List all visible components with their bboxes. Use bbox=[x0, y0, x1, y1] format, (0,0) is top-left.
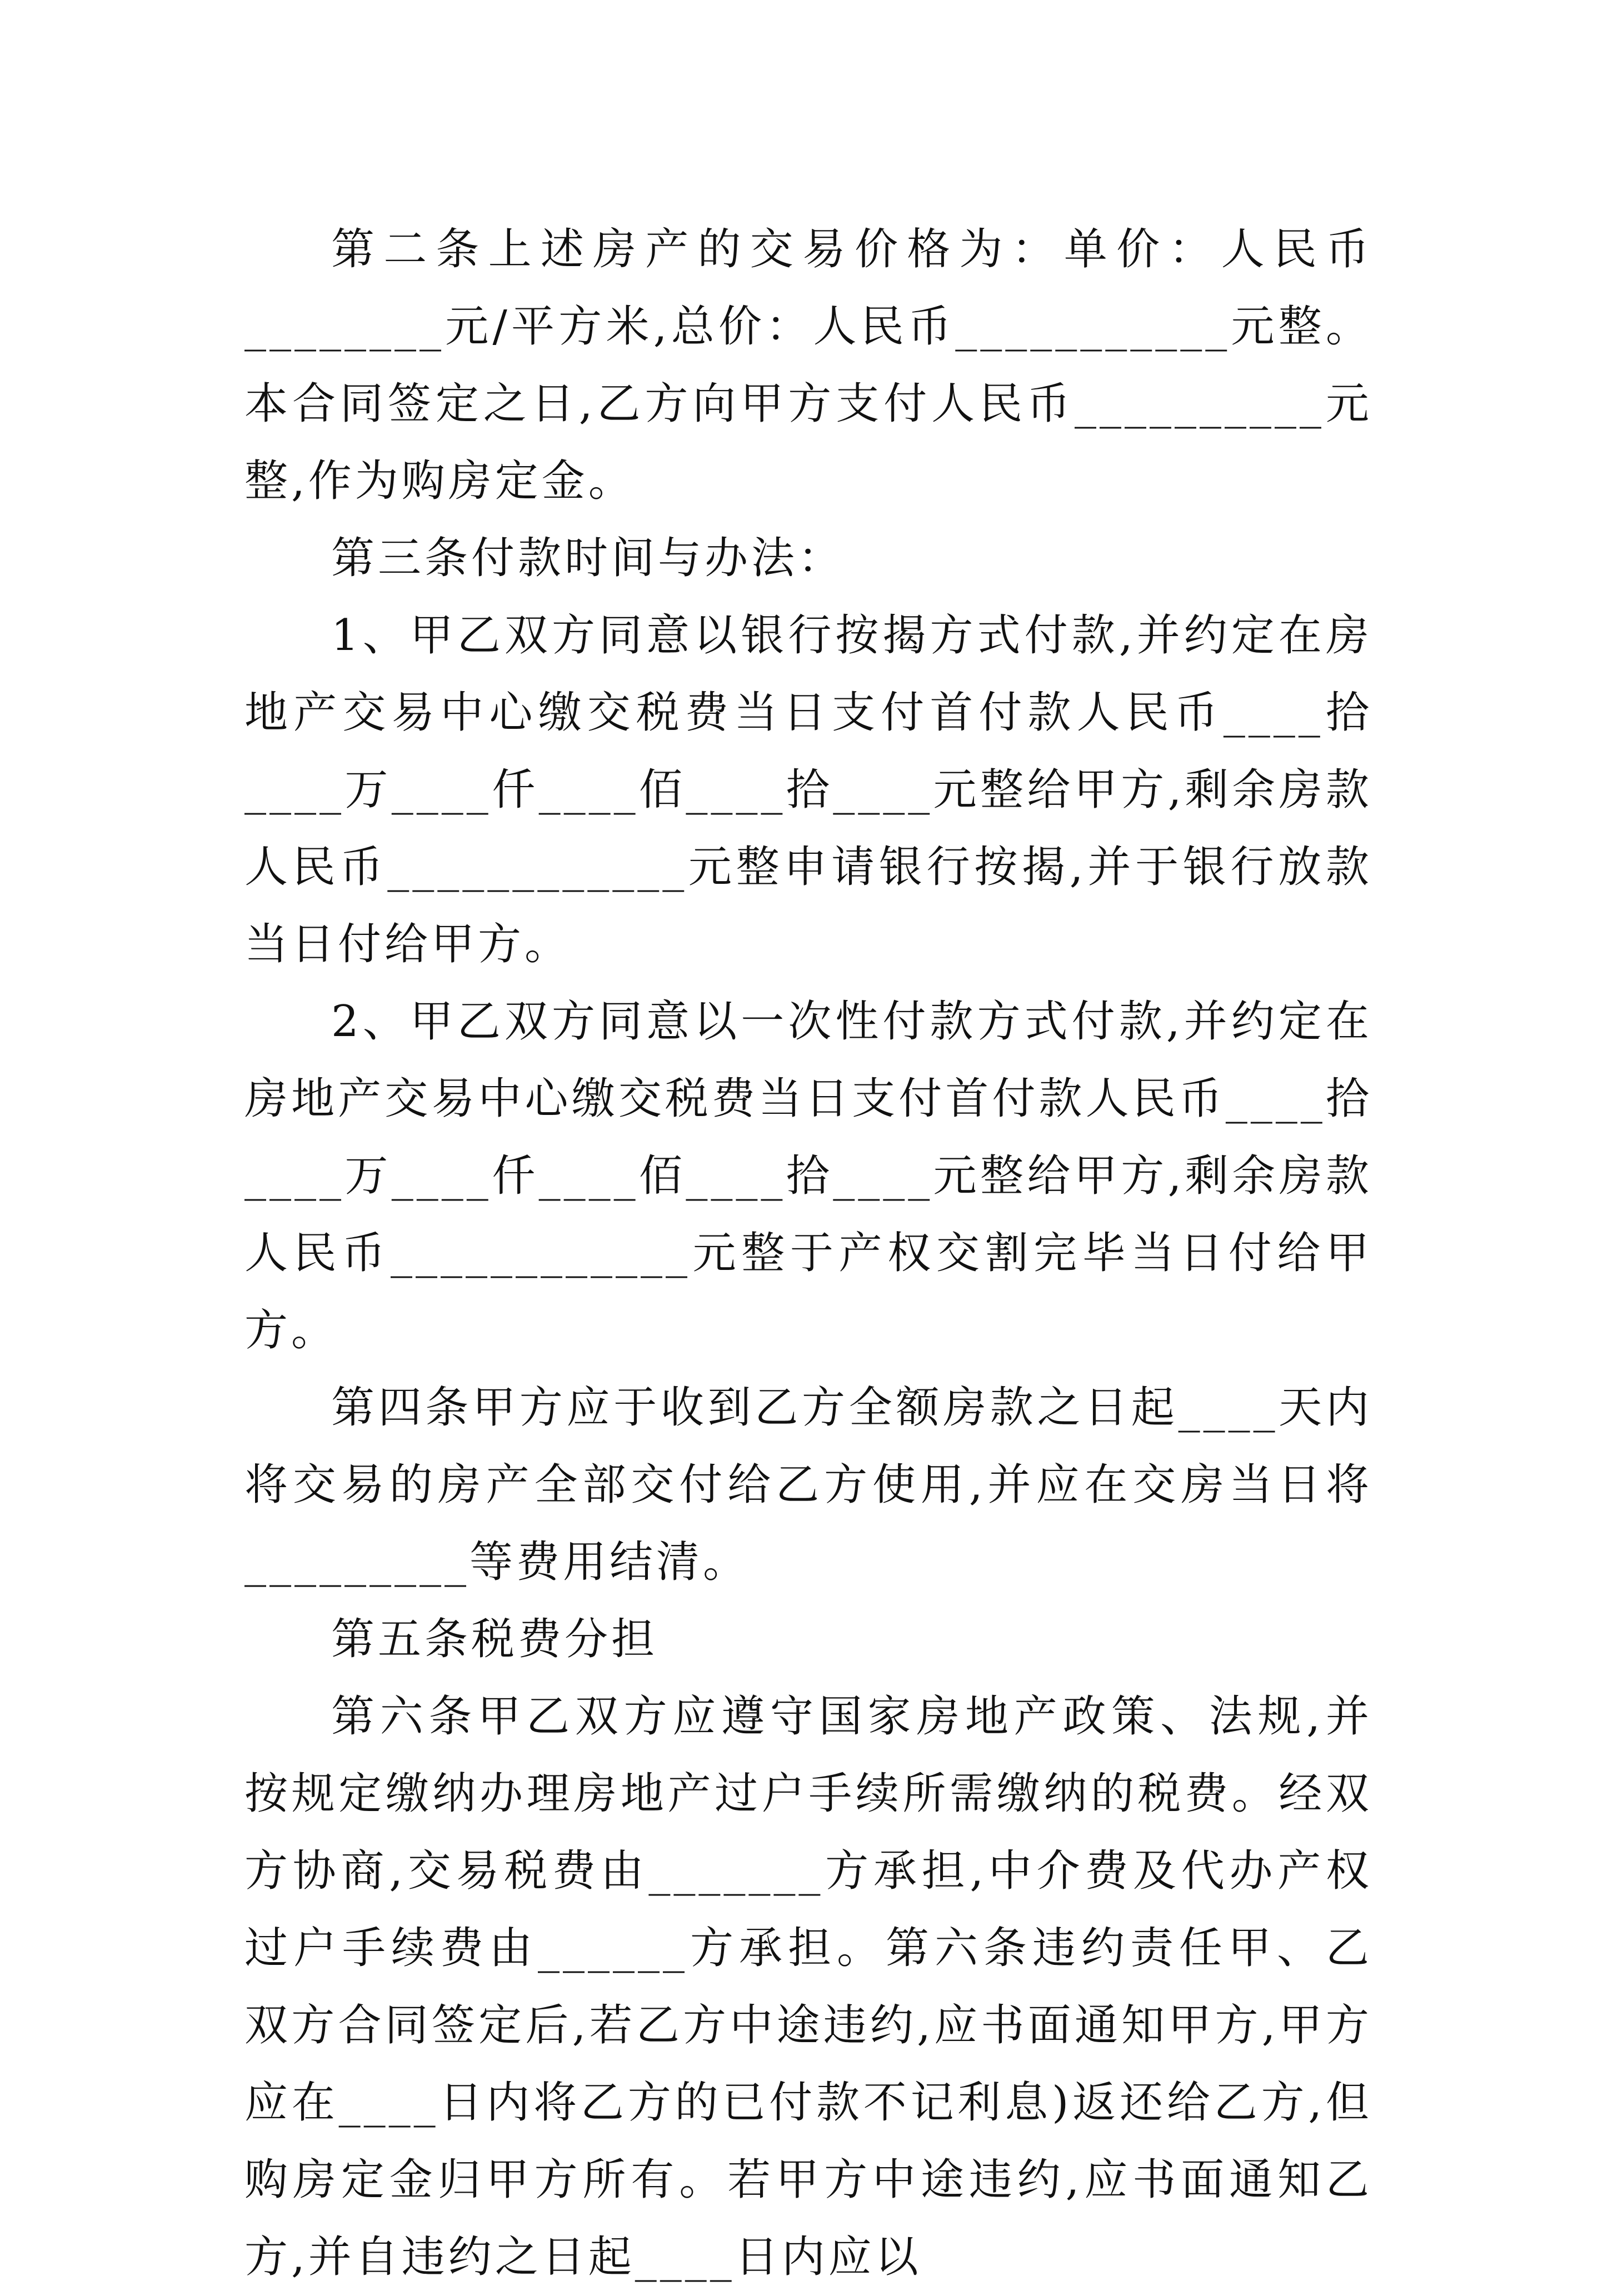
clause-6-taxes-breach: 第六条甲乙双方应遵守国家房地产政策、法规,并按规定缴纳办理房地产过户手续所需缴纳的税费。经双方协商,交易税费由_______方承担,中介费及代办产权过户手续费由______方承担。第六条违约责任甲、乙双方合同签定后,若乙方中途违约,应书面通知甲方,甲方应在____日内将乙方的已付款不记利息)返还给乙方,但购房定金归甲方所有。若甲方中途违约,应书面通知乙方,并自违约之日起____日内应以 bbox=[244, 1692, 1372, 2282]
clause-2-price: 第二条上述房产的交易价格为：单价：人民币________元/平方米,总价：人民币___________元整。本合同签定之日,乙方向甲方支付人民币__________元整,作为购房定金。 bbox=[244, 224, 1372, 506]
document-body bbox=[244, 211, 1372, 2296]
clause-3-item-1: 1、甲乙双方同意以银行按揭方式付款,并约定在房地产交易中心缴交税费当日支付首付款人民币____拾____万____仟____佰____拾____元整给甲方,剩余房款人民币____________元整申请银行按揭,并于银行放款当日付给甲方。 bbox=[244, 611, 1372, 969]
clause-3-heading: 第三条付款时间与办法： bbox=[331, 533, 845, 583]
clause-4-delivery: 第四条甲方应于收到乙方全额房款之日起____天内将交易的房产全部交付给乙方使用,并应在交房当日将_________等费用结清。 bbox=[244, 1383, 1372, 1587]
clause-3-item-2: 2、甲乙双方同意以一次性付款方式付款,并约定在房地产交易中心缴交税费当日支付首付款人民币____拾____万____仟____佰____拾____元整给甲方,剩余房款人民币____________元整于产权交割完毕当日付给甲方。 bbox=[244, 997, 1372, 1355]
clause-5-heading: 第五条税费分担 bbox=[331, 1614, 658, 1664]
